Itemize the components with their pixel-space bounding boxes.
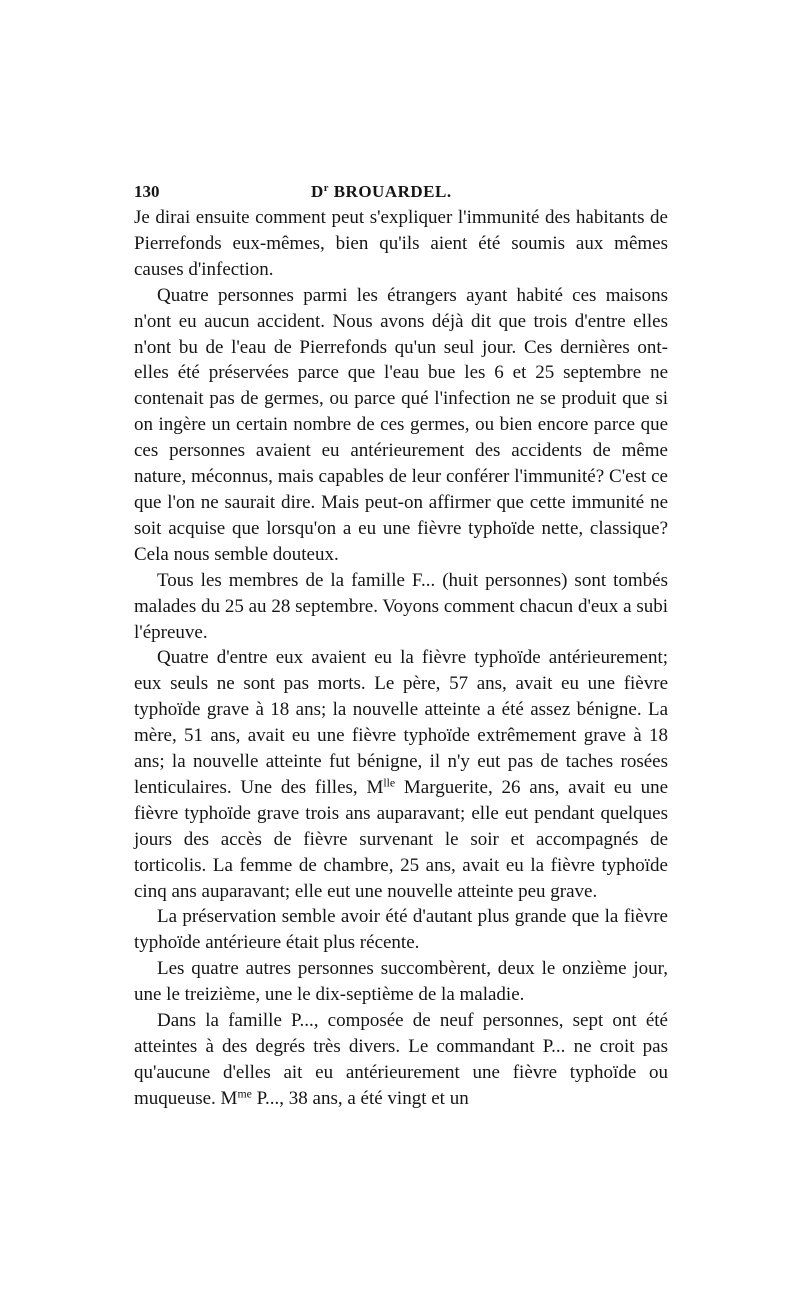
running-header (134, 180, 668, 204)
paragraph-6: Les quatre autres personnes succombèrent, deux le onzième jour, une le treizième, une le dix-septième de la maladie. (134, 958, 668, 1006)
author-prefix-superscript: r (323, 183, 329, 195)
author-name: BROUARDEL. (333, 182, 452, 201)
author-prefix: D (311, 182, 324, 201)
page-number: 130 (134, 182, 160, 201)
paragraph-4-superscript: lle (383, 776, 396, 790)
book-page (134, 180, 668, 1112)
paragraph-7-superscript: me (237, 1087, 252, 1101)
paragraph-3: Tous les membres de la famille F... (huit personnes) sont tombés malades du 25 au 28 septembre. Voyons comment chacun d'eux a subi l'épreuve. (134, 569, 668, 643)
paragraph-2: Quatre personnes parmi les étrangers ayant habité ces maisons n'ont eu aucun accident. Nous avons déjà dit que trois d'entre elles n'ont bu de l'eau de Pierrefonds qu'un seul jour. Ces dernières ont-elles été préservées parce que l'eau bue les 6 et 25 septembre ne contenait pas de germes, ou parce qué l'infection ne se produit que si on ingère un certain nombre de ces germes, ou bien encore parce que ces personnes avaient eu antérieurement des accidents de même nature, méconnus, mais capables de leur conférer l'immunité? C'est ce que l'on ne saurait dire. Mais peut-on affirmer que cette immunité ne soit acquise que lorsqu'on a eu une fièvre typhoïde nette, classique? Cela nous semble douteux. (134, 284, 668, 565)
body-text (134, 205, 668, 1112)
paragraph-7-part-2: P..., 38 ans, a été vingt et un (251, 1087, 469, 1109)
paragraph-4 (134, 645, 668, 904)
paragraph-1: Je dirai ensuite comment peut s'expliquer l'immunité des habitants de Pierrefonds eux-mêmes, bien qu'ils aient été soumis aux mêmes causes d'infection. (134, 207, 668, 280)
paragraph-4-part-2: Marguerite, 26 ans, avait eu une fièvre typhoïde grave trois ans auparavant; elle eut pendant quelques jours des accès de fièvre survenant le soir et accompagnés de torticolis. La femme de chambre, 25 ans, avait eu la fièvre typhoïde cinq ans auparavant; elle eut une nouvelle atteinte peu grave. (134, 776, 669, 902)
running-title (311, 180, 452, 204)
paragraph-7-part-1: Dans la famille P..., composée de neuf personnes, sept ont été atteintes à des degrés très divers. Le commandant P... ne croit pas qu'aucune d'elles ait eu antérieurement une fièvre typhoïde ou muqueuse. M (134, 1010, 668, 1109)
paragraph-7 (134, 1008, 668, 1112)
paragraph-4-part-1: Quatre d'entre eux avaient eu la fièvre typhoïde antérieurement; eux seuls ne sont pas morts. Le père, 57 ans, avait eu une fièvre typhoïde grave à 18 ans; la nouvelle atteinte a été assez bénigne. La mère, 51 ans, avait eu une fièvre typhoïde extrêmement grave à 18 ans; la nouvelle atteinte fut bénigne, il n'y eut pas de taches rosées lenticulaires. Une des filles, M (134, 647, 668, 798)
paragraph-5: La préservation semble avoir été d'autant plus grande que la fièvre typhoïde antérieure était plus récente. (134, 906, 668, 954)
